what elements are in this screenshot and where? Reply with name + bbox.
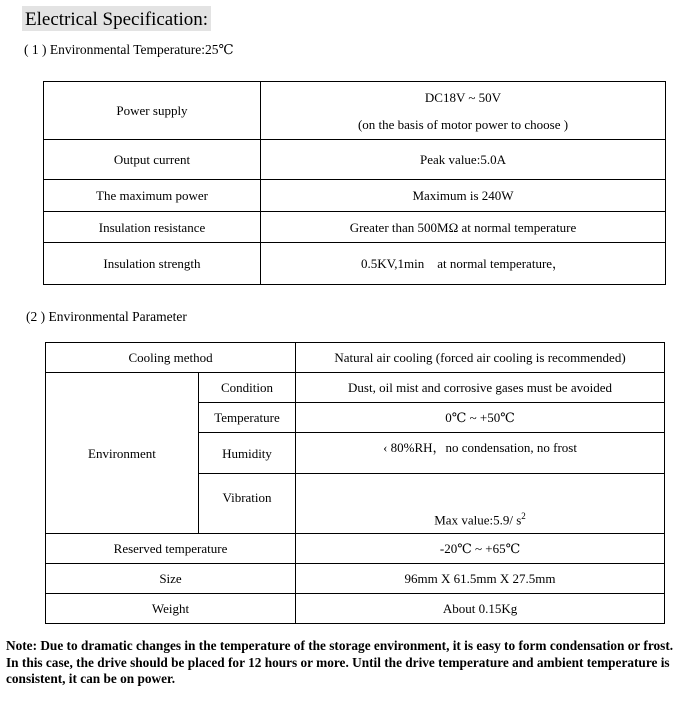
table-row <box>46 343 665 373</box>
reserved-temperature-label: Reserved temperature <box>46 534 296 564</box>
cooling-method-label: Cooling method <box>46 343 296 373</box>
temperature-label: Temperature <box>199 403 296 433</box>
table-row <box>44 180 666 212</box>
reserved-temperature-value: -20℃ ~ +65℃ <box>296 534 665 564</box>
page-heading: Electrical Specification: <box>22 6 211 31</box>
cooling-method-value: Natural air cooling (forced air cooling is recommended) <box>296 343 665 373</box>
environment-label: Environment <box>46 373 199 534</box>
condition-value: Dust, oil mist and corrosive gases must be avoided <box>296 373 665 403</box>
insulation-strength-label: Insulation strength <box>44 243 261 285</box>
insulation-strength-value: 0.5KV,1min at normal temperature， <box>261 243 666 285</box>
storage-note: Note: Due to dramatic changes in the temperature of the storage environment, it is easy to form condensation or frost. In this case, the drive should be placed for 12 hours or more. Until the drive temperature and ambient temperature is consistent, it can be on power. <box>6 638 674 686</box>
table-row <box>44 82 666 140</box>
vibration-value-exponent: 2 <box>521 511 526 522</box>
table-row <box>44 243 666 285</box>
table-row <box>46 534 665 564</box>
power-supply-range: DC18V ~ 50V <box>424 89 502 105</box>
vibration-value-base: Max value:5.9/ s <box>434 512 522 528</box>
weight-label: Weight <box>46 594 296 624</box>
vibration-label: Vibration <box>199 474 296 534</box>
table-row <box>44 212 666 243</box>
power-supply-note: (on the basis of motor power to choose ) <box>357 116 569 132</box>
power-supply-label: Power supply <box>44 82 261 140</box>
size-label: Size <box>46 564 296 594</box>
max-power-label: The maximum power <box>44 180 261 212</box>
insulation-resistance-label: Insulation resistance <box>44 212 261 243</box>
table-row <box>46 594 665 624</box>
table-row <box>44 140 666 180</box>
electrical-spec-table <box>43 81 666 285</box>
size-value: 96mm X 61.5mm X 27.5mm <box>296 564 665 594</box>
weight-value: About 0.15Kg <box>296 594 665 624</box>
temperature-value: 0℃ ~ +50℃ <box>296 403 665 433</box>
output-current-value: Peak value:5.0A <box>261 140 666 180</box>
section2-title: (2 ) Environmental Parameter <box>26 309 187 324</box>
table-row <box>46 373 665 403</box>
power-supply-value <box>261 82 666 140</box>
humidity-label: Humidity <box>199 433 296 474</box>
section1-title: ( 1 ) Environmental Temperature:25℃ <box>24 42 234 57</box>
vibration-value <box>296 474 665 534</box>
max-power-value: Maximum is 240W <box>261 180 666 212</box>
condition-label: Condition <box>199 373 296 403</box>
humidity-value: ‹ 80%RH，no condensation, no frost <box>296 433 665 474</box>
insulation-resistance-value: Greater than 500MΩ at normal temperature <box>261 212 666 243</box>
table-row <box>46 564 665 594</box>
output-current-label: Output current <box>44 140 261 180</box>
environment-table <box>45 342 665 624</box>
vibration-value-text <box>434 509 526 527</box>
